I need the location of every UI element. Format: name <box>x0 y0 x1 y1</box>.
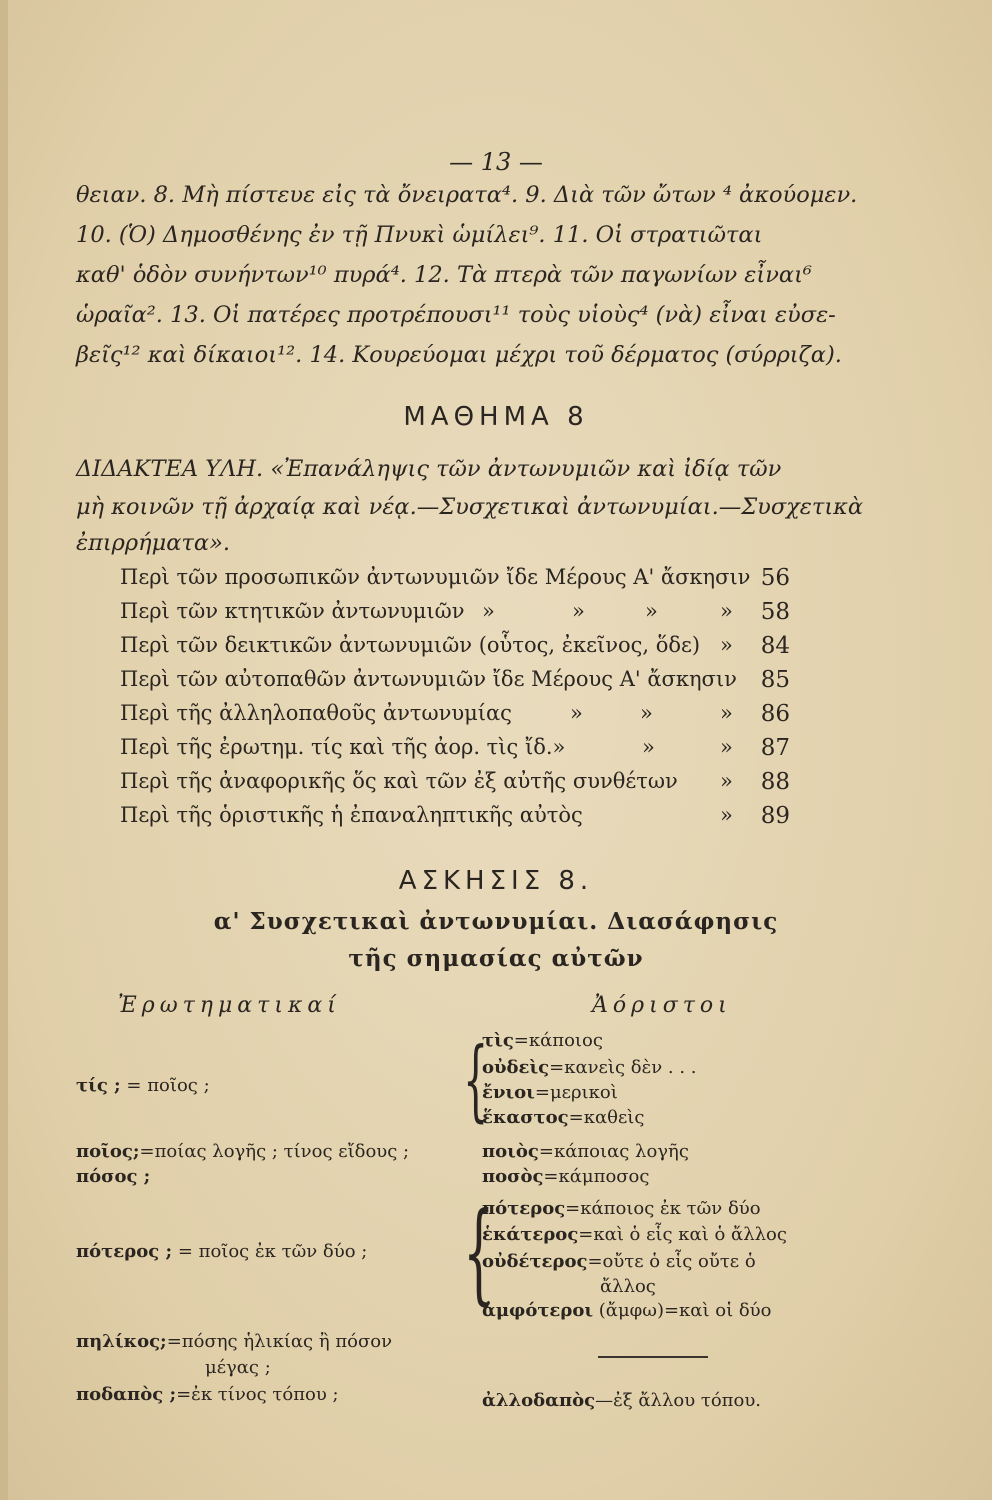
topic-page: 84 <box>760 633 790 659</box>
ditto-mark: » <box>720 803 733 827</box>
entry-word: ἀλλοδαπὸς <box>482 1390 596 1411</box>
entry-gloss: =κάποιος <box>513 1030 603 1051</box>
topic-text: Περὶ τῆς ἐρωτημ. τίς καὶ τῆς ἀορ. τὶς ἴδ.» <box>120 735 566 759</box>
topic-row <box>120 599 790 633</box>
entry-word: τίς ; <box>76 1075 121 1096</box>
entry-gloss: =κάποιος ἐκ τῶν δύο <box>565 1198 761 1219</box>
divider-rule <box>598 1356 708 1358</box>
didaktea-label: ΔΙΔΑΚΤΕΑ ΥΛΗ. <box>76 456 264 482</box>
entry-gloss: (ἄμφω)=καὶ οἱ δύο <box>593 1300 772 1321</box>
entry-word: πότερος <box>482 1198 566 1219</box>
ditto-mark: » <box>645 599 658 623</box>
topic-text: Περὶ τῆς ἀλληλοπαθοῦς ἀντωνυμίας <box>120 701 512 725</box>
topic-page: 86 <box>760 701 790 727</box>
topic-row <box>120 701 790 735</box>
topic-page: 85 <box>760 667 790 693</box>
topic-page: 87 <box>760 735 790 761</box>
lesson-heading: ΜΑΘΗΜΑ 8 <box>403 402 589 432</box>
didaktea-line-1 <box>76 456 781 482</box>
ditto-mark: » <box>720 701 733 725</box>
entry-gloss: =κάμποσος <box>543 1166 650 1187</box>
left-entry-continuation <box>205 1357 271 1378</box>
page-edge <box>0 0 8 1500</box>
right-entry <box>482 1390 761 1411</box>
left-entry <box>76 1241 367 1262</box>
ditto-mark: » <box>482 599 495 623</box>
topic-row <box>120 565 790 599</box>
topic-row <box>120 667 790 701</box>
entry-word: ποδαπὸς ; <box>76 1384 177 1405</box>
brace-group-2: { <box>463 1188 495 1316</box>
right-entry <box>482 1198 761 1219</box>
ditto-mark: » <box>720 769 733 793</box>
topic-row <box>120 735 790 769</box>
right-entry-continuation <box>600 1276 656 1297</box>
entry-word: ποιὸς <box>482 1141 539 1162</box>
right-entry <box>482 1030 603 1051</box>
topic-text: Περὶ τῶν προσωπικῶν ἀντωνυμιῶν ἴδε Μέρους Α' ἄσκησιν <box>120 565 751 589</box>
ditto-mark: » <box>640 701 653 725</box>
page-number: — 13 — <box>449 148 543 176</box>
entry-gloss: =πόσης ἡλικίας ἢ πόσον <box>166 1331 393 1352</box>
entry-word: ἀμφότεροι <box>482 1300 594 1321</box>
entry-word: οὐδέτερος <box>482 1251 588 1272</box>
right-entry <box>482 1166 649 1187</box>
topic-row <box>120 633 790 667</box>
brace-group-1: { <box>463 1028 489 1131</box>
ditto-mark: » <box>642 735 655 759</box>
right-entry <box>482 1251 756 1272</box>
entry-word: οὐδεὶς <box>482 1057 550 1078</box>
left-entry <box>76 1384 339 1405</box>
entry-gloss: μέγας ; <box>205 1357 271 1378</box>
entry-word: ἔνιοι <box>482 1082 535 1103</box>
topic-text: Περὶ τῶν δεικτικῶν ἀντωνυμιῶν (οὗτος, ἐκεῖνος, ὅδε) <box>120 633 701 657</box>
topic-text: Περὶ τῆς ἀναφορικῆς ὅς καὶ τῶν ἐξ αὐτῆς συνθέτων <box>120 769 678 793</box>
entry-gloss: =ποίας λογῆς ; τίνος εἴδους ; <box>139 1141 410 1162</box>
entry-gloss: —ἐξ ἄλλου τόπου. <box>595 1390 762 1411</box>
entry-gloss: ἄλλος <box>600 1276 656 1297</box>
entry-word: τὶς <box>482 1030 514 1051</box>
ditto-mark: » <box>570 701 583 725</box>
left-entry <box>76 1331 392 1352</box>
didaktea-text: «Ἐπανάληψις τῶν ἀντωνυμιῶν καὶ ἰδίᾳ τῶν <box>270 456 782 482</box>
exercise-line: 10. (Ὁ) Δημοσθένης ἐν τῇ Πνυκὶ ὡμίλει⁹. 11. Οἱ στρατιῶται <box>76 222 763 248</box>
exercise-heading: ΑΣΚΗΣΙΣ 8. <box>398 866 594 896</box>
exercise-line: καθ' ὁδὸν συνήντων¹⁰ πυρά⁴. 12. Τὰ πτερὰ τῶν παγωνίων εἶναι⁶ <box>76 262 812 288</box>
topic-row <box>120 769 790 803</box>
right-entry <box>482 1057 697 1078</box>
section-title-line-1: α' Συσχετικαὶ ἀντωνυμίαι. Διασάφησις <box>213 908 779 935</box>
exercise-line: ὡραῖα². 13. Οἱ πατέρες προτρέπουσι¹¹ τοὺς υἱοὺς⁴ (νὰ) εἶναι εὐσε- <box>76 302 836 328</box>
entry-word: πόσος ; <box>76 1166 151 1187</box>
topic-page: 56 <box>760 565 790 591</box>
entry-gloss: =καὶ ὁ εἷς καὶ ὁ ἄλλος <box>578 1224 787 1245</box>
right-entry <box>482 1107 644 1128</box>
entry-gloss: =μερικοὶ <box>534 1082 618 1103</box>
entry-gloss: = ποῖος ἐκ τῶν δύο ; <box>172 1241 368 1262</box>
topic-text: Περὶ τῶν κτητικῶν ἀντωνυμιῶν <box>120 599 465 623</box>
column-head-interrogative: Ἐρωτηματικαί <box>118 993 341 1018</box>
entry-word: ἑκάτερος <box>482 1224 579 1245</box>
exercise-line: θειαν. 8. Μὴ πίστευε εἰς τὰ ὄνειρατα⁴. 9. Διὰ τῶν ὤτων ⁴ ἀκούομεν. <box>76 182 858 208</box>
entry-gloss: =οὔτε ὁ εἷς οὔτε ὁ <box>587 1251 756 1272</box>
entry-word: ἕκαστος <box>482 1107 569 1128</box>
right-entry <box>482 1300 771 1321</box>
topic-page: 58 <box>760 599 790 625</box>
topic-row <box>120 803 790 837</box>
entry-gloss: =ἐκ τίνος τόπου ; <box>176 1384 339 1405</box>
topic-page: 88 <box>760 769 790 795</box>
entry-gloss: =κάποιας λογῆς <box>538 1141 689 1162</box>
section-title-line-2: τῆς σημασίας αὐτῶν <box>348 945 644 972</box>
topic-text: Περὶ τῶν αὐτοπαθῶν ἀντωνυμιῶν ἴδε Μέρους Α' ἄσκησιν <box>120 667 737 691</box>
ditto-mark: » <box>720 735 733 759</box>
left-entry <box>76 1075 210 1096</box>
didaktea-line-3: ἐπιρρήματα». <box>76 530 230 556</box>
right-entry <box>482 1224 787 1245</box>
topic-page: 89 <box>760 803 790 829</box>
left-entry <box>76 1141 409 1162</box>
entry-word: ποσὸς <box>482 1166 544 1187</box>
entry-word: πότερος ; <box>76 1241 173 1262</box>
entry-gloss: =καθεὶς <box>568 1107 645 1128</box>
ditto-mark: » <box>572 599 585 623</box>
topic-text: Περὶ τῆς ὁριστικῆς ἡ ἐπαναληπτικῆς αὐτὸς <box>120 803 583 827</box>
exercise-line: βεῖς¹² καὶ δίκαιοι¹². 14. Κουρεύομαι μέχρι τοῦ δέρματος (σύρριζα). <box>76 342 842 368</box>
entry-word: ποῖος; <box>76 1141 140 1162</box>
entry-gloss: =κανεὶς δὲν . . . <box>549 1057 697 1078</box>
right-entry <box>482 1082 618 1103</box>
entry-gloss: = ποῖος ; <box>120 1075 210 1096</box>
entry-word: πηλίκος; <box>76 1331 167 1352</box>
right-entry <box>482 1141 689 1162</box>
didaktea-line-2: μὴ κοινῶν τῇ ἀρχαίᾳ καὶ νέᾳ.—Συσχετικαὶ ἀντωνυμίαι.—Συσχετικὰ <box>76 494 864 520</box>
column-head-indefinite: Ἀόριστοι <box>592 993 732 1018</box>
ditto-mark: » <box>720 599 733 623</box>
left-entry <box>76 1166 150 1187</box>
ditto-mark: » <box>720 633 733 657</box>
